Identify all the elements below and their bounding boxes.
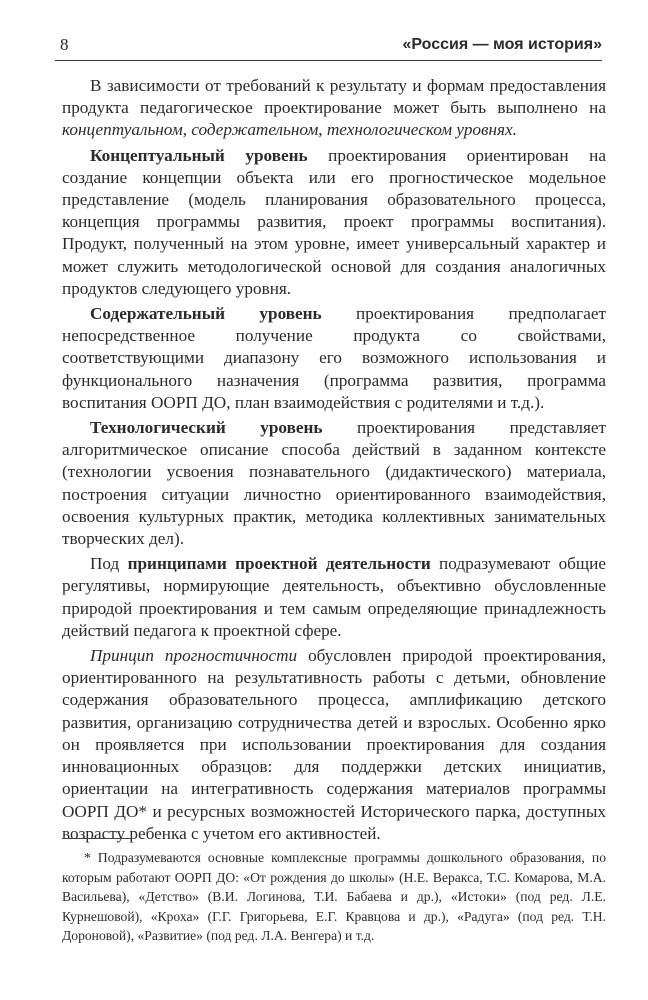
paragraph-technological-level xyxy=(62,417,606,550)
footnote: * Подразумеваются основные комплексные программы дошкольного образования, по которым работают ООРП ДО: «От рождения до школы» (Н.Е. Веракса, Т.С. Комарова, М.А. Васильева), «Детство» (В.И. Логинова, Т.И. Бабаева и др.), «Истоки» (под ред. Л.Е. Курнешовой), «Кроха» (Г.Г. Григорьева, Е.Г. Кравцова и др.), «Радуга» (под ред. Т.Н. Дороновой), «Развитие» (под ред. Л.А. Венгера) и т.д. xyxy=(62,850,606,943)
bold-term: Концептуальный уровень xyxy=(90,145,308,165)
bold-term: принципами проектной деятельности xyxy=(127,554,431,574)
paragraph-prognostic-principle xyxy=(62,645,606,845)
paragraph-text: В зависимости от требований к результату и формам предоставления продукта педагогическое проектирование может быть выполнено на xyxy=(62,76,606,118)
page-number: 8 xyxy=(60,35,69,54)
running-title: «Россия — моя история» xyxy=(402,36,602,53)
paragraph-conceptual-level xyxy=(62,145,606,300)
main-text xyxy=(62,75,606,848)
paragraph-levels-intro xyxy=(62,75,606,142)
paragraph-text: проектирования предполагает непосредственное получение продукта со свойствами, соответствующими диапазону его возможного использования и функционального назначения (программа развития, программа воспитания ООРП ДО, план взаимодействия с родителями и т.д.). xyxy=(62,304,606,412)
paragraph-text: обусловлен природой проектирования, ориентированного на результативность работы с детьми, обновление содержания образовательного процесса, амплификацию детского развития, организацию сотрудничества детей и взрослых. Особенно ярко он проявляется при использовании проектирования для создания инновационных образцов: для поддержки детских инициатив, ориентации на интегративность содержания материалов программы ООРП ДО* и ресурсных возможностей Исторического парка, доступных возрасту ребенка с учетом его активностей. xyxy=(62,646,606,843)
italic-phrase: концептуальном, содержательном, технологическом уровнях. xyxy=(62,120,517,140)
bold-term: Технологический уровень xyxy=(90,418,323,438)
running-header xyxy=(55,34,602,61)
bold-term: Содержательный уровень xyxy=(90,304,322,324)
footnote-divider xyxy=(62,838,132,839)
paragraph-text: подразумевают общие регулятивы, нормирующие деятельность, объективно обусловленные природой проектирования и тем самым определяющие принадлежность действий педагога к проектной сфере. xyxy=(62,554,606,640)
italic-term: Принцип прогностичности xyxy=(90,646,298,666)
paragraph-lead: Под xyxy=(90,554,128,574)
paragraph-content-level xyxy=(62,303,606,414)
paragraph-text: проектирования представляет алгоритмическое описание способа действий в заданном контексте (технологии усвоения познавательного (дидактического) материала, построения ситуации личностно ориентированного взаимодействия, освоения культурных практик, методика коллективных занимательных творческих дел). xyxy=(62,418,606,549)
paragraph-text: проектирования ориентирован на создание концепции объекта или его прогностическое модельное представление (модель планирования образовательного процесса, концепция программы развития, проект программы воспитания). Продукт, полученный на этом уровне, имеет универсальный характер и может служить методологической основой для создания аналогичных продуктов следующего уровня. xyxy=(62,145,606,298)
paragraph-principles xyxy=(62,553,606,642)
